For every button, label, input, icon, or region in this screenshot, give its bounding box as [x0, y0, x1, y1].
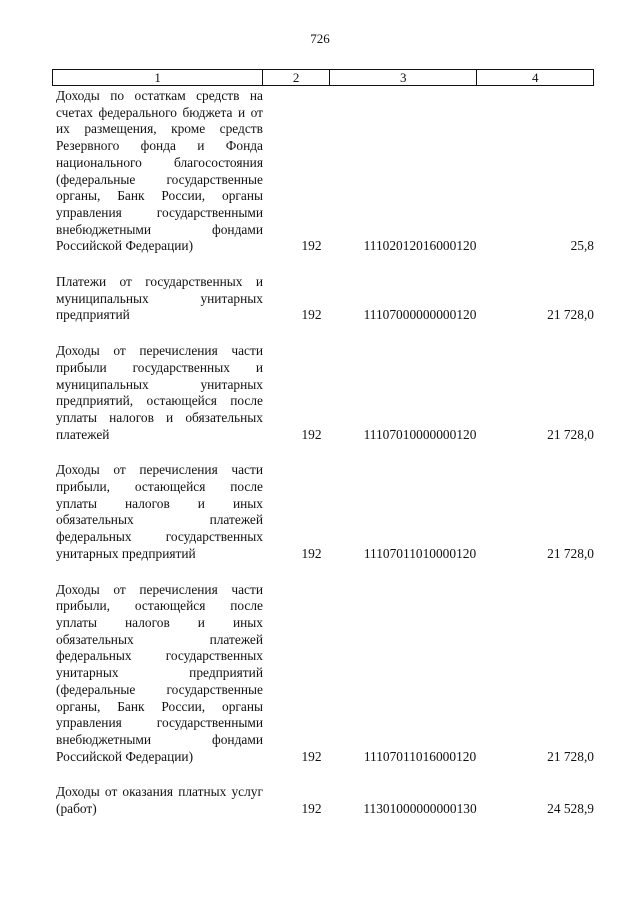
row-code: 11301000000000130: [363, 801, 477, 817]
column-header-1: 1: [53, 70, 263, 85]
row-amount: 21 728,0: [547, 748, 594, 764]
row-name: Доходы от перечисления части прибыли, остающейся после уплаты налогов и иных обязательных платежей федеральных государственных унитарных предприятий (федеральные государственные органы, Банк России, органы управления государственными внебюджетными фондами Российской Федерации): [56, 581, 263, 764]
row-name: Платежи от государственных и муниципальных унитарных предприятий: [56, 274, 263, 323]
row-chapter: 192: [301, 426, 322, 442]
column-header-2: 2: [263, 70, 330, 85]
row-chapter: 192: [301, 238, 322, 254]
table-row: [52, 462, 594, 562]
row-code: 11102012016000120: [363, 238, 477, 254]
row-name: Доходы по остаткам средств на счетах федерального бюджета и от их размещения, кроме средств Резервного фонда и Фонда национального благосостояния (федеральные государственные органы, Банк России, органы управления государственными внебюджетными фондами Российской Федерации): [56, 88, 263, 254]
row-amount: 21 728,0: [547, 426, 594, 442]
table-row: [52, 274, 594, 324]
column-header-4: 4: [531, 70, 539, 85]
table-header: [52, 69, 594, 86]
row-name: Доходы от перечисления части прибыли, остающейся после уплаты налогов и иных обязательных платежей федеральных государственных унитарных предприятий: [56, 462, 263, 561]
table-row: [52, 784, 594, 817]
row-chapter: 192: [301, 545, 322, 561]
table-row: [52, 582, 594, 766]
table-body: [52, 88, 594, 818]
row-code: 11107010000000120: [363, 426, 477, 442]
page-number: 726: [310, 31, 330, 46]
row-amount: 21 728,0: [547, 545, 594, 561]
row-amount: 24 528,9: [547, 801, 594, 817]
row-amount: 25,8: [570, 238, 594, 254]
row-code: 11107000000000120: [363, 307, 477, 323]
row-amount: 21 728,0: [547, 307, 594, 323]
row-code: 11107011010000120: [363, 545, 477, 561]
column-header-3: 3: [330, 70, 477, 85]
row-chapter: 192: [301, 748, 322, 764]
row-name: Доходы от перечисления части прибыли государственных и муниципальных унитарных предприятий, остающейся после уплаты налогов и обязательных платежей: [56, 343, 263, 442]
table-row: [52, 88, 594, 255]
row-name: Доходы от оказания платных услуг (работ): [56, 784, 263, 817]
row-chapter: 192: [301, 801, 322, 817]
table-row: [52, 343, 594, 443]
row-code: 11107011016000120: [363, 748, 477, 764]
row-chapter: 192: [301, 307, 322, 323]
